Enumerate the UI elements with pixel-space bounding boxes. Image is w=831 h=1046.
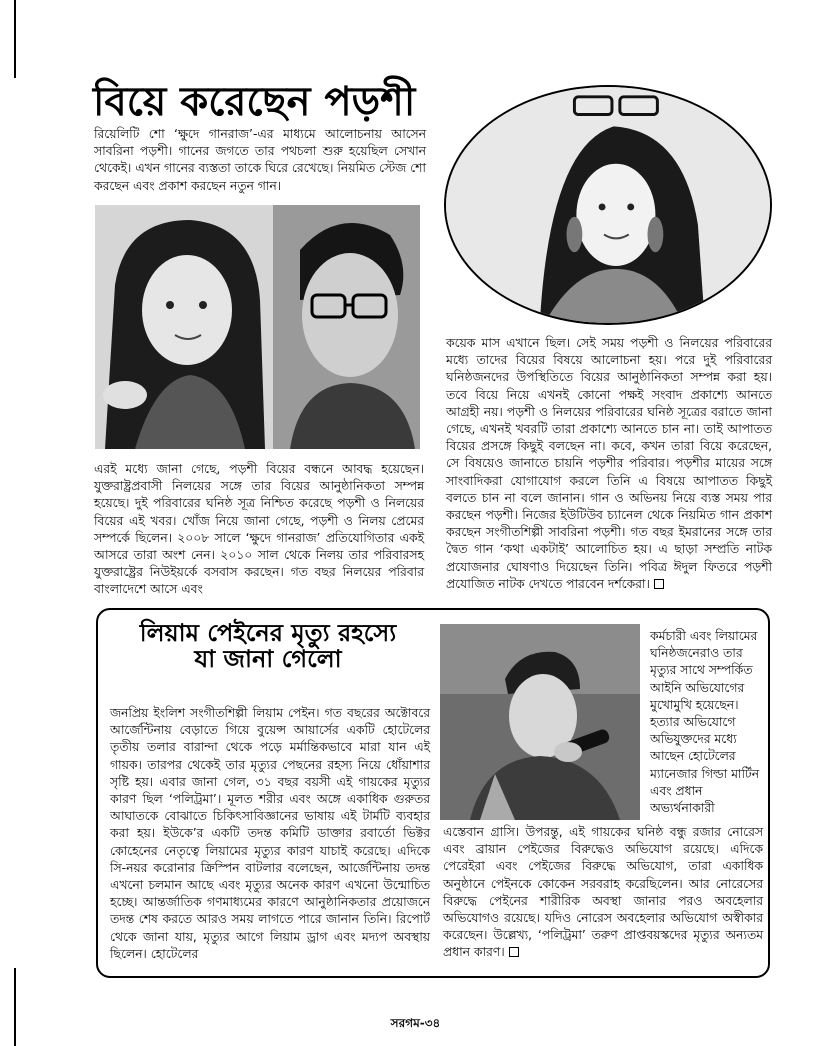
porshi-portrait-photo	[444, 85, 772, 325]
page-footer: সরগম-৩৪	[390, 1016, 441, 1030]
story2-body-right-text: এস্তেবান গ্রাসি। উপরন্তু, এই গায়কের ঘনিষ্ঠ বন্ধু রজার নোরেস এবং ব্রায়ান পেইজের বিরুদ্ধেও অভিযোগ রয়েছে। এদিকে পেরেইরা এবং পেইজের বিরুদ্ধে অভিযোগ, তারা একাধিক অনুষ্ঠানে পেইনকে কোকেন সরবরাহ করেছিলেন। আর নোরেসের বিরুদ্ধে পেইনের শারীরিক অবস্থা জানার পরও অবহেলার অভিযোগও রয়েছে। যদিও নোরেস অবহেলার অভিযোগ অস্বীকার করেছেন। উল্লেখ্য, ‘পলিট্রমা’ তরুণ প্রাপ্তবয়স্কদের মৃত্যুর অন্যতম প্রধান কারণ।	[443, 825, 763, 960]
story1-body-right-text: কয়েক মাস এখানে ছিল। সেই সময় পড়শী ও নিলয়ের পরিবারের মধ্যে তাদের বিয়ের বিষয়ে আলোচনা হয়। পরে দুই পরিবারের ঘনিষ্ঠজনদের উপস্থিতিতে বিয়ের আনুষ্ঠানিকতা সম্পন্ন করা হয়। তবে বিয়ে নিয়ে এখনই কোনো পক্ষই সংবাদ প্রকাশ্যে আনতে আগ্রহী নয়। পড়শী ও নিলয়ের পরিবারের ঘনিষ্ঠ সূত্রের বরাতে জানা গেছে, এখনই খবরটি তারা প্রকাশ্যে আনতে চান না। তাই আপাতত বিয়ের প্রসঙ্গে কিছুই বলছেন না। কবে, কখন তারা বিয়ে করেছেন, সে বিষয়েও জানাতে চায়নি পড়শীর পরিবার। পড়শীর মায়ের সঙ্গে সাংবাদিকরা যোগাযোগ করলে তিনি এ বিষয়ে আপাতত কিছুই বলতে চান না বলে জানান। গান ও অভিনয় নিয়ে ব্যস্ত সময় পার করছেন পড়শী। নিজের ইউটিউব চ্যানেল থেকে নিয়মিত গান প্রকাশ করছেন সংগীতশিল্পী সাবরিনা পড়শী। গত বছর ইমরানের সঙ্গে তার দ্বৈত গান ‘কথা একটাই’ আলোচিত হয়। এ ছাড়া সম্প্রতি নাটক প্রযোজনার ঘোষণাও দিয়েছেন তিনি। পবিত্র ঈদুল ফিতরে পড়শী প্রযোজিত নাটক দেখতে পারবেন দর্শকেরা।	[446, 336, 772, 591]
liam-payne-photo	[440, 624, 640, 820]
story1-intro: রিয়েলিটি শো ‘ক্ষুদে গানরাজ’-এর মাধ্যমে আলোচনায় আসেন সাবরিনা পড়শী। গানের জগতে তার পথচলা শুরু হয়েছিল সেখান থেকেই। এখন গানের ব্যস্ততা তাকে ঘিরে রেখেছে। নিয়মিত স্টেজ শো করছেন এবং প্রকাশ করছেন নতুন গান।	[94, 127, 426, 193]
story2-headline-line1: লিয়াম পেইনের মৃত্যু রহস্যে	[139, 618, 397, 647]
story1-headline: বিয়ে করেছেন পড়শী	[93, 78, 416, 125]
story1-body-right	[446, 335, 772, 593]
story2-body-beside: কর্মচারী এবং লিয়ামের ঘনিষ্ঠজনেরাও তার মৃত্যুর সাথে সম্পর্কিত আইনি অভিযোগের মুখোমুখি হয়েছেন। হত্যার অভিযোগে অভিযুক্তদের মধ্যে আছেন হোটেলের ম্যানেজার গিল্ডা মার্টিন এবং প্রধান অভ্যর্থনাকারী	[650, 629, 760, 816]
story2-body-right	[443, 824, 763, 962]
page-edge-mark	[14, 0, 16, 78]
end-mark-icon	[509, 947, 519, 957]
story2-body-left: জনপ্রিয় ইংলিশ সংগীতশিল্পী লিয়াম পেইন। গত বছরের অক্টোবরে আর্জেন্টিনায় বেড়াতে গিয়ে বুয়েন্স আয়ার্সের একটি হোটেলের তৃতীয় তলার বারান্দা থেকে পড়ে মর্মান্তিকভাবে মারা যান এই গায়ক। তারপর থেকেই তার মৃত্যুর পেছনের রহস্য নিয়ে ধোঁয়াশার সৃষ্টি হয়। এবার জানা গেল, ৩১ বছর বয়সী এই গায়কের মৃত্যুর কারণ ছিল ‘পলিট্রমা’। মূলত শরীর এবং অঙ্গে একাধিক গুরুতর আঘাতকে বোঝাতে চিকিৎসাবিজ্ঞানের ভাষায় এই টার্মটি ব্যবহার করা হয়। ইউকে’র একটি তদন্ত কমিটি ডাক্তার রবার্তো ভিক্টর কোহেনের নেতৃত্বে লিয়ামের মৃত্যুর কারণ যাচাই করেছে। এদিকে সি-নয়র করোনার ক্রিস্পিন বাটলার বলেছেন, আর্জেন্টিনায় তদন্ত এখনো চলমান আছে এবং মৃত্যুর অনেক কারণ এখনো উন্মোচিত হচ্ছে। আন্তর্জাতিক গণমাধ্যমের কারণে আনুষ্ঠানিকতার প্রয়োজনে তদন্ত শেষ করতে আরও সময় লাগতে পারে জানান তিনি। রিপোর্ট থেকে জানা যায়, মৃত্যুর আগে লিয়াম ড্রাগ এবং মদ্যপ অবস্থায় ছিলেন। হোটেলের	[110, 706, 430, 961]
couple-photo	[95, 205, 420, 449]
end-mark-icon	[654, 579, 664, 589]
story1-body-left: এরই মধ্যে জানা গেছে, পড়শী বিয়ের বন্ধনে আবদ্ধ হয়েছেন। যুক্তরাষ্ট্রপ্রবাসী নিলয়ের সঙ্গে তার বিয়ের আনুষ্ঠানিকতা সম্পন্ন হয়েছে। দুই পরিবারের ঘনিষ্ঠ সূত্র নিশ্চিত করেছে পড়শী ও নিলয়ের বিয়ের এই খবর। খোঁজ নিয়ে জানা গেছে, পড়শী ও নিলয় প্রেমের সম্পর্কে ছিলেন। ২০০৮ সালে ‘ক্ষুদে গানরাজ’ প্রতিযোগিতার একই আসরে তারা অংশ নেন। ২০১০ সাল থেকে নিলয় তার পরিবারসহ যুক্তরাষ্ট্রের নিউইয়র্কে বসবাস করছেন। গত বছর নিলয়ের পরিবার বাংলাদেশে আসে এবং	[94, 462, 424, 597]
story2-headline	[108, 620, 428, 673]
story2-headline-line2: যা জানা গেলো	[194, 644, 342, 674]
